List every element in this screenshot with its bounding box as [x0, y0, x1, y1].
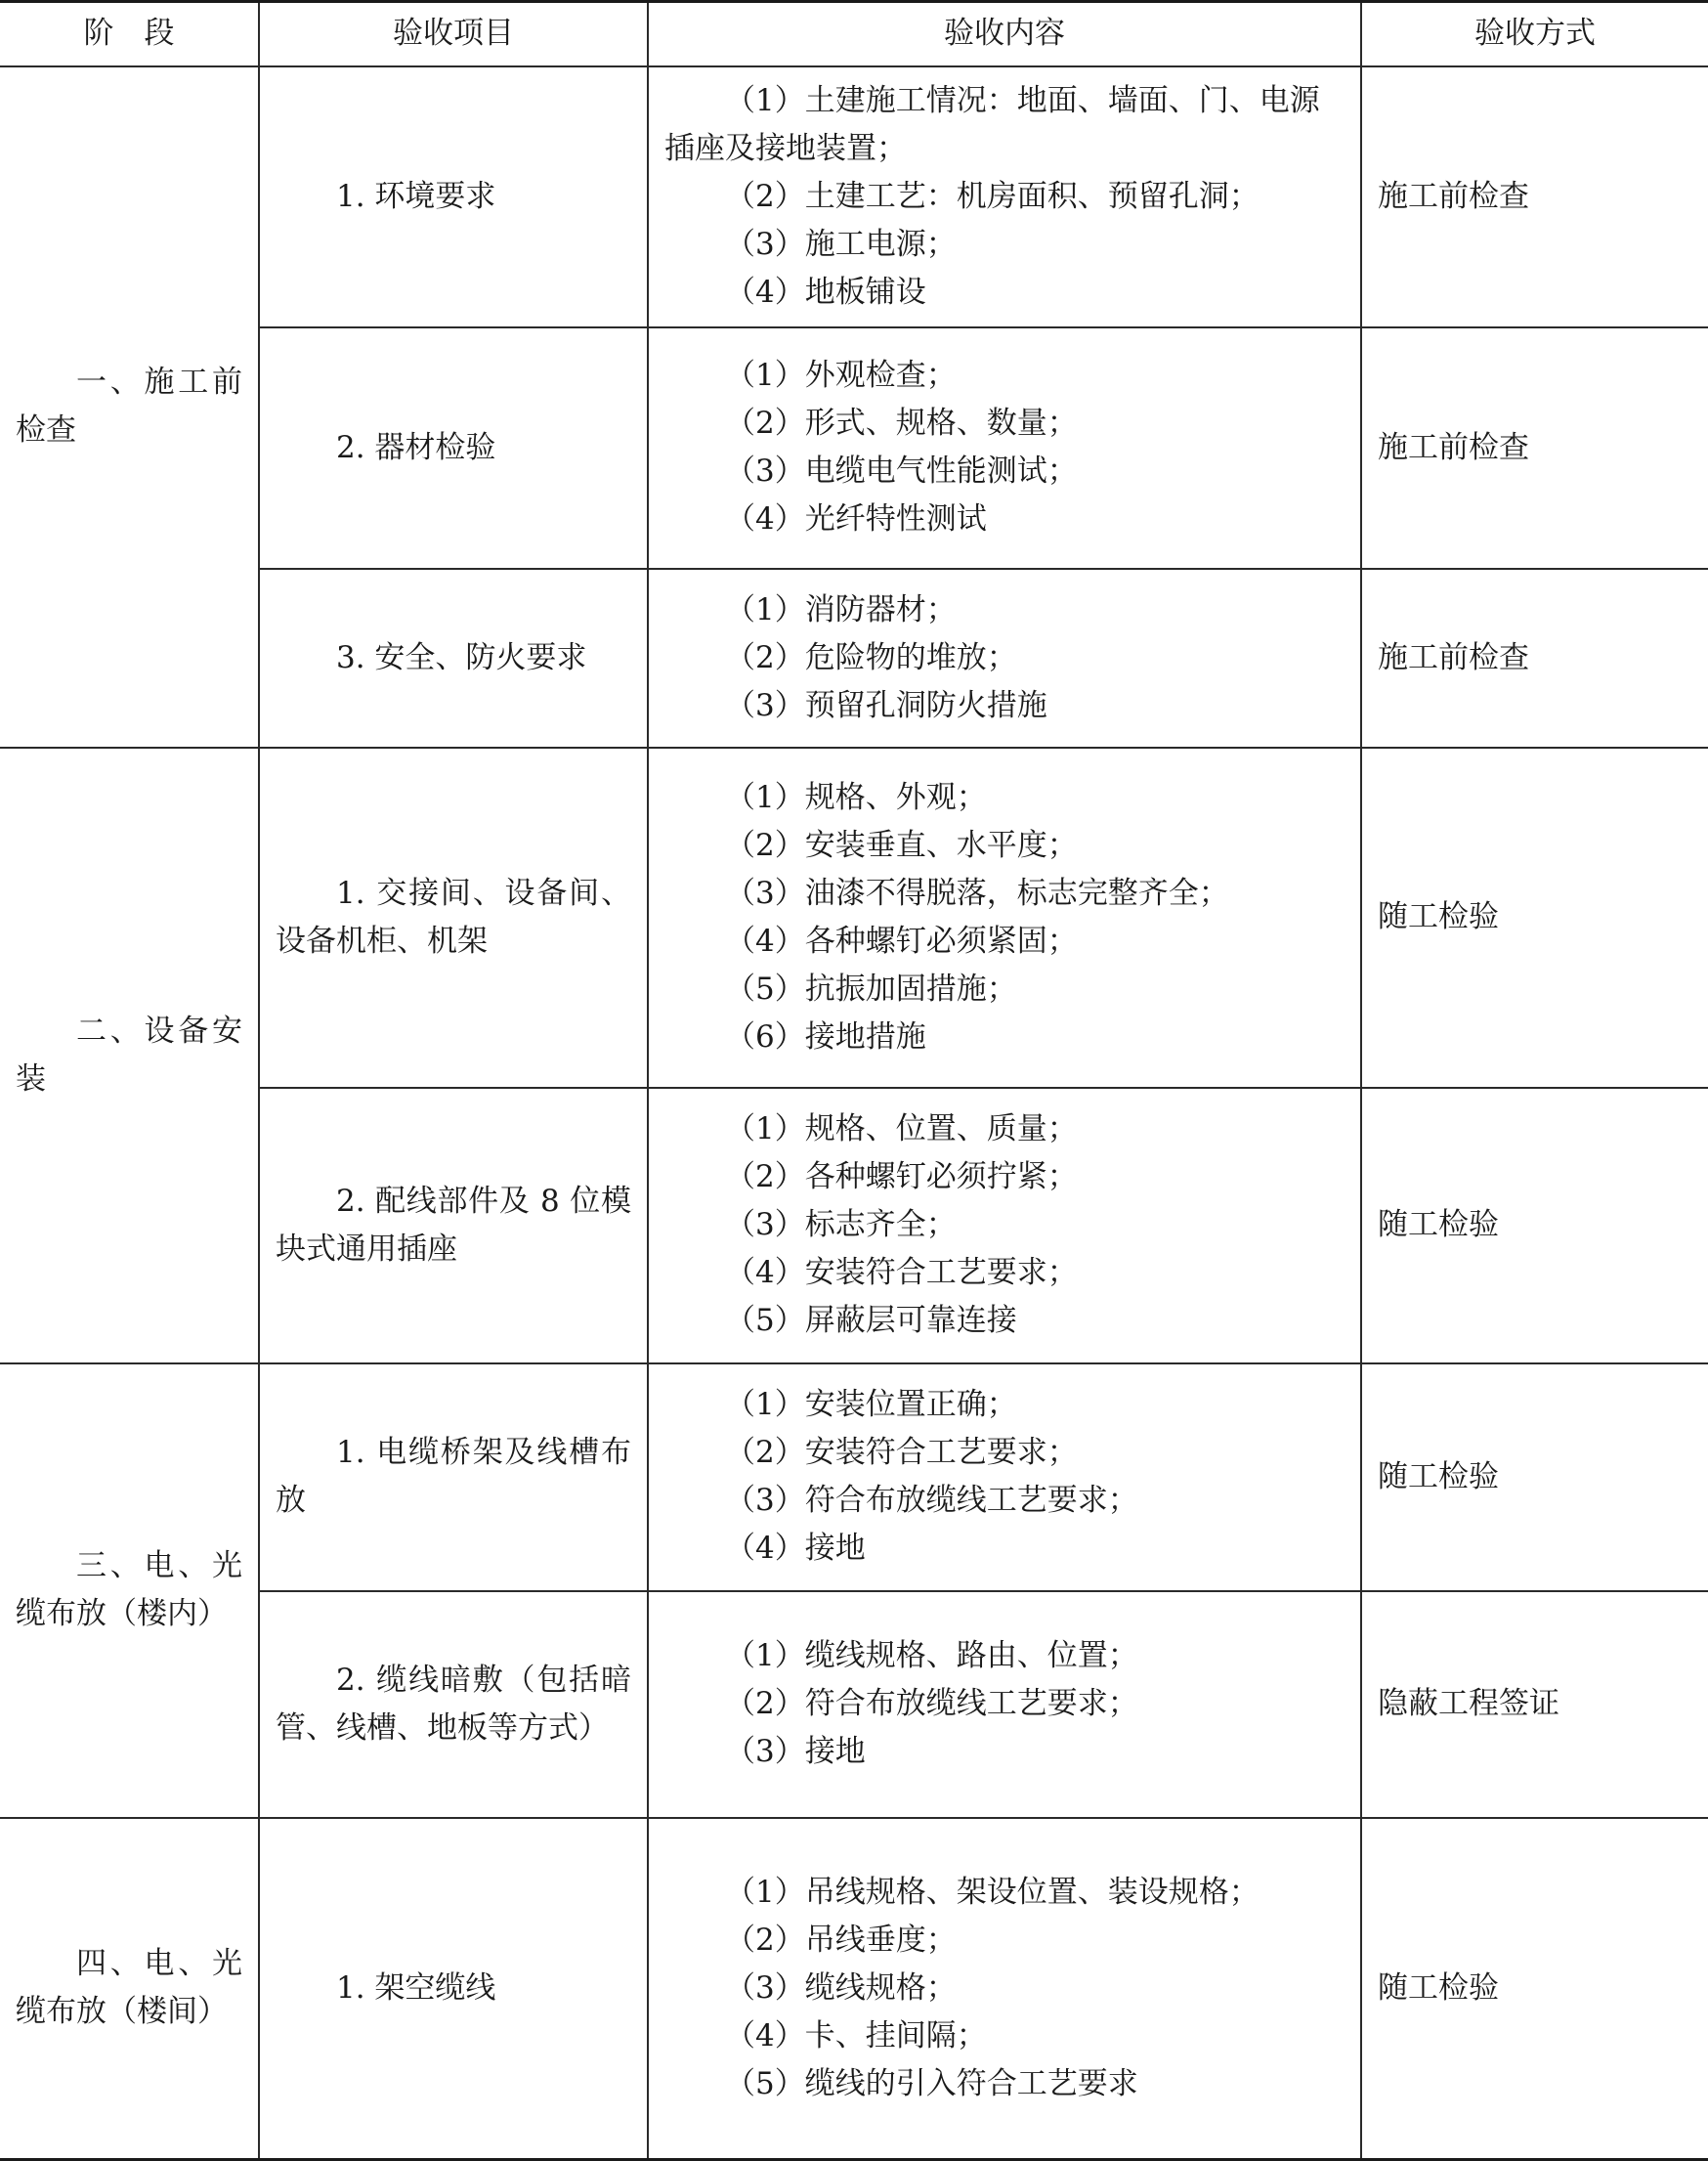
method-cell: 随工检验 [1361, 748, 1708, 1088]
content-line: （1）规格、外观； [725, 779, 987, 815]
item-cell: 2. 配线部件及 8 位模块式通用插座 [259, 1088, 648, 1363]
content-line: （1）土建施工情况：地面、墙面、门、电源插座及接地装置； [664, 82, 1320, 166]
content-cell [648, 1818, 1361, 2160]
header-stage: 阶 段 [0, 2, 259, 66]
content-line: （2）各种螺钉必须拧紧； [725, 1159, 1078, 1194]
content-line: （2）安装垂直、水平度； [725, 827, 1078, 863]
content-line: （2）吊线垂度； [725, 1922, 957, 1958]
content-line: （1）规格、位置、质量； [725, 1111, 1078, 1146]
content-line: （4）接地 [725, 1531, 866, 1566]
stage-cell: 三、电、光缆布放（楼内） [0, 1363, 259, 1818]
content-cell [648, 1363, 1361, 1591]
content-cell [648, 66, 1361, 327]
content-line: （1）吊线规格、架设位置、装设规格； [725, 1874, 1260, 1910]
table-row [0, 748, 1708, 1088]
content-cell [648, 327, 1361, 569]
header-content: 验收内容 [648, 2, 1361, 66]
content-line: （3）符合布放缆线工艺要求； [725, 1483, 1138, 1518]
content-line: （5）缆线的引入符合工艺要求 [725, 2065, 1138, 2101]
method-cell: 隐蔽工程签证 [1361, 1591, 1708, 1818]
content-line: （4）安装符合工艺要求； [725, 1255, 1078, 1290]
content-line: （2）符合布放缆线工艺要求； [725, 1686, 1138, 1721]
content-line: （3）施工电源； [725, 226, 957, 262]
table-row [0, 1363, 1708, 1591]
stage-cell: 一、施工前检查 [0, 66, 259, 748]
content-line: （4）各种螺钉必须紧固； [725, 923, 1078, 959]
item-cell: 3. 安全、防火要求 [259, 569, 648, 748]
content-line: （2）危险物的堆放； [725, 639, 1017, 675]
item-cell: 2. 器材检验 [259, 327, 648, 569]
item-cell: 1. 环境要求 [259, 66, 648, 327]
content-line: （3）标志齐全； [725, 1207, 957, 1242]
content-cell [648, 1088, 1361, 1363]
content-line: （4）地板铺设 [725, 274, 926, 310]
content-line: （1）缆线规格、路由、位置； [725, 1638, 1138, 1673]
content-line: （3）油漆不得脱落，标志完整齐全； [725, 875, 1229, 911]
content-line: （4）卡、挂间隔； [725, 2017, 987, 2053]
table-row [0, 66, 1708, 327]
content-line: （3）缆线规格； [725, 1969, 957, 2006]
header-method: 验收方式 [1361, 2, 1708, 66]
method-cell: 随工检验 [1361, 1818, 1708, 2160]
content-line: （2）安装符合工艺要求； [725, 1435, 1078, 1470]
item-cell: 1. 电缆桥架及线槽布放 [259, 1363, 648, 1591]
method-cell: 随工检验 [1361, 1363, 1708, 1591]
content-line: （2）土建工艺：机房面积、预留孔洞； [725, 178, 1260, 214]
stage-cell: 四、电、光缆布放（楼间） [0, 1818, 259, 2160]
content-line: （3）电缆电气性能测试； [725, 454, 1078, 489]
content-cell [648, 569, 1361, 748]
content-cell [648, 748, 1361, 1088]
method-cell: 随工检验 [1361, 1088, 1708, 1363]
item-cell: 2. 缆线暗敷（包括暗管、线槽、地板等方式） [259, 1591, 648, 1818]
content-line: （1）安装位置正确； [725, 1387, 1017, 1422]
content-line: （3）接地 [725, 1734, 866, 1769]
method-cell: 施工前检查 [1361, 66, 1708, 327]
content-line: （2）形式、规格、数量； [725, 406, 1078, 441]
content-line: （5）屏蔽层可靠连接 [725, 1303, 1017, 1338]
table-row [0, 1818, 1708, 2160]
content-line: （1）外观检查； [725, 358, 957, 393]
stage-cell: 二、设备安装 [0, 748, 259, 1363]
header-item: 验收项目 [259, 2, 648, 66]
table-header-row [0, 2, 1708, 66]
item-cell: 1. 交接间、设备间、设备机柜、机架 [259, 748, 648, 1088]
content-line: （3）预留孔洞防火措施 [725, 687, 1047, 723]
content-cell [648, 1591, 1361, 1818]
content-line: （6）接地措施 [725, 1018, 926, 1055]
method-cell: 施工前检查 [1361, 569, 1708, 748]
item-cell: 1. 架空缆线 [259, 1818, 648, 2160]
method-cell: 施工前检查 [1361, 327, 1708, 569]
content-line: （1）消防器材； [725, 591, 957, 627]
content-line: （4）光纤特性测试 [725, 501, 987, 537]
content-line: （5）抗振加固措施； [725, 971, 1017, 1007]
